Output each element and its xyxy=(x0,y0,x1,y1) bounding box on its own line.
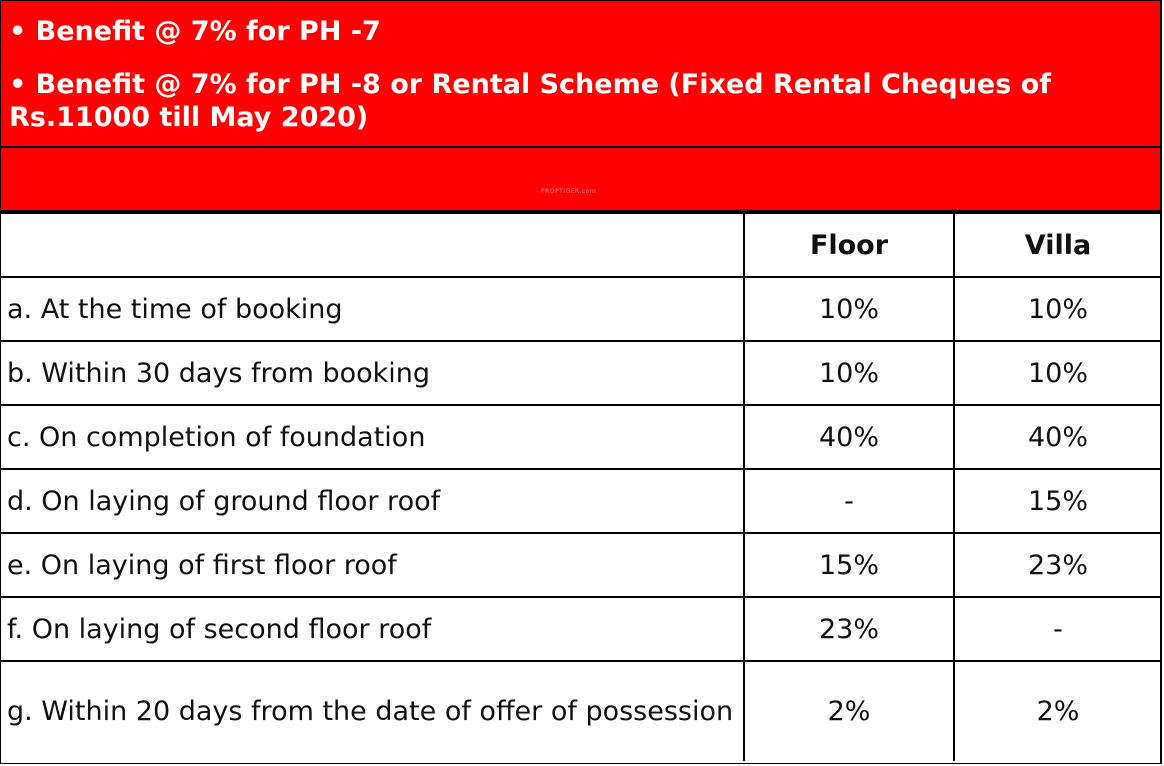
floor-cell: 2% xyxy=(744,661,954,761)
floor-cell: 15% xyxy=(744,533,954,597)
floor-cell: 10% xyxy=(744,341,954,405)
stage-cell: b. Within 30 days from booking xyxy=(1,341,744,405)
payment-schedule-table xyxy=(1,212,1161,761)
table-row xyxy=(1,661,1161,761)
table-row xyxy=(1,533,1161,597)
floor-cell: 23% xyxy=(744,597,954,661)
header-cell-stage xyxy=(1,213,744,277)
table-row xyxy=(1,597,1161,661)
header-cell-villa: Villa xyxy=(954,213,1161,277)
watermark: PROPTIGER.com xyxy=(541,188,597,195)
villa-cell: 10% xyxy=(954,277,1161,341)
stage-cell: g. Within 20 days from the date of offer of possession xyxy=(1,661,744,761)
table-header-row xyxy=(1,213,1161,277)
header-cell-floor: Floor xyxy=(744,213,954,277)
benefit-line-ph8: • Benefit @ 7% for PH -8 or Rental Scheme (Fixed Rental Cheques of Rs.11000 till May 2020) xyxy=(9,69,1052,133)
villa-cell: 10% xyxy=(954,341,1161,405)
villa-cell: 15% xyxy=(954,469,1161,533)
floor-cell: - xyxy=(744,469,954,533)
stage-cell: a. At the time of booking xyxy=(1,277,744,341)
villa-cell: 23% xyxy=(954,533,1161,597)
floor-cell: 10% xyxy=(744,277,954,341)
stage-cell: d. On laying of ground floor roof xyxy=(1,469,744,533)
table-row xyxy=(1,277,1161,341)
villa-cell: 2% xyxy=(954,661,1161,761)
stage-cell: c. On completion of foundation xyxy=(1,405,744,469)
benefit-line-ph7: • Benefit @ 7% for PH -7 xyxy=(9,16,381,47)
red-strip xyxy=(1,148,1160,212)
benefit-banner xyxy=(1,1,1160,148)
floor-cell: 40% xyxy=(744,405,954,469)
villa-cell: - xyxy=(954,597,1161,661)
stage-cell: e. On laying of first floor roof xyxy=(1,533,744,597)
villa-cell: 40% xyxy=(954,405,1161,469)
table-row xyxy=(1,469,1161,533)
table-row xyxy=(1,341,1161,405)
stage-cell: f. On laying of second floor roof xyxy=(1,597,744,661)
table-row xyxy=(1,405,1161,469)
